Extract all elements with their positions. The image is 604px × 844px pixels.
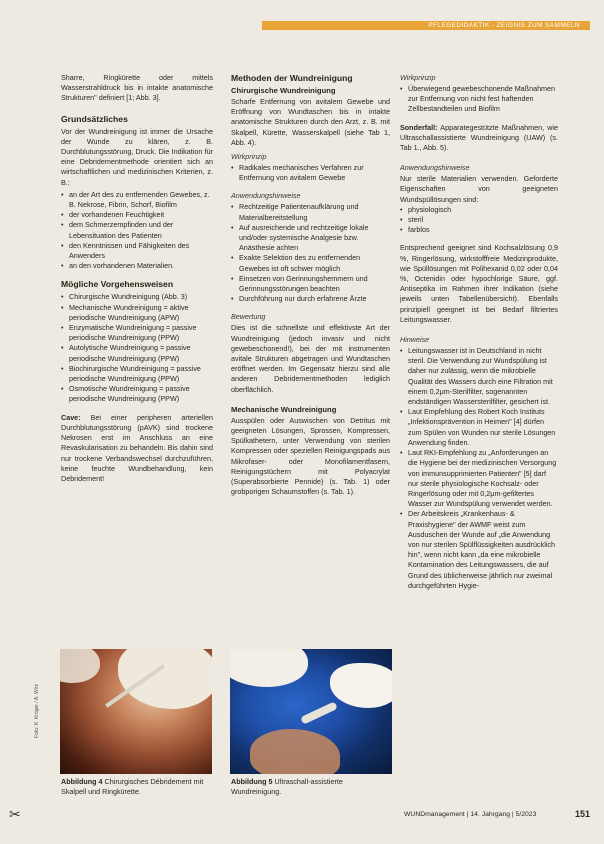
hinweise-list: [400, 346, 558, 591]
subheading-anwendungshinweise: Anwendungshinweise: [400, 163, 470, 173]
list-item: • Exakte Selektion des zu entfernenden Gewebes ist oft schwer möglich: [231, 253, 390, 273]
heading-grundsaetzliches: Grundsätzliches: [61, 113, 128, 124]
list-item: • Autolytische Wundreinigung = passive periodische Wundreinigung (PPW): [61, 343, 213, 363]
photo-credit: [33, 668, 60, 760]
scissors-icon: ✂: [9, 806, 21, 822]
list-item: • Durchführung nur durch erfahrene Ärzte: [231, 294, 390, 304]
list-item: • Osmotische Wundreinigung = passive periodische Wundreinigung (PPW): [61, 384, 213, 404]
figure-5-caption: [231, 777, 391, 797]
figure-4-text: Chirurgisches Débridement mit Skalpell und Ringkürette.: [61, 777, 204, 796]
list-item: • Mechanische Wundreinigung = aktive periodische Wundreinigung (APW): [61, 303, 213, 323]
heading-methoden: Methoden der Wundreinigung: [231, 73, 353, 83]
list-item: • Chirurgische Wundreinigung (Abb. 3): [61, 292, 213, 302]
cave-label: Cave:: [61, 412, 81, 422]
list-item: • der vorhandenen Feuchtigkeit: [61, 210, 213, 220]
glove-shape: [60, 649, 100, 683]
list-item: • an der Art des zu entfernenden Gewebes, z. B. Nekrose, Fibrin, Schorf, Biofilm: [61, 190, 213, 210]
criteria-list: [61, 190, 213, 272]
intro-paragraph: Sharre, Ringkürette oder mittels Wasserstrahldruck bis in intakte anatomische Strukturen" definiert [1; Abb. 3].: [61, 73, 213, 103]
figure-5-photo: [230, 649, 392, 774]
hand-shape: [250, 729, 340, 774]
heading-chirurgisch: Chirurgische Wundreinigung: [231, 86, 336, 95]
column-1: [61, 73, 213, 494]
figure-4-caption: [61, 777, 213, 797]
list-item: • Einsetzen von Gerinnungshemmern und Gerinnungsstörungen beachten: [231, 274, 390, 294]
glove-shape: [330, 663, 392, 708]
figure-4-label: Abbildung 4: [61, 777, 103, 786]
page-number: 151: [574, 809, 590, 819]
list-item: • Biochirurgische Wundreinigung = passive periodische Wundreinigung (PPW): [61, 364, 213, 384]
list-item: • den Kenntnissen und Fähigkeiten des Anwenders: [61, 241, 213, 261]
anwendung-paragraph: Nur sterile Materialien verwenden. Geforderte Eigenschaften von geeigneten Wundspüllösungen sind:: [400, 174, 558, 204]
list-item: • Der Arbeitskreis „Krankenhaus- & Praxishygiene" der AWMF weist zum Ausduschen der Wunde auf „die Anwendung von nur sterilen Spülflüssigkeiten ausdrücklich hin", wenn nicht kann „da eine mikrobielle Kontamination des Leitungswassers, die auf Grund des üblicherweise jährlich nur zweimal durchgeführten Hygie-: [400, 509, 558, 591]
list-item: • dem Schmerzempfinden und der Lebensituation des Patienten: [61, 220, 213, 240]
list-item: • Auf ausreichende und rechtzeitige lokale und/oder systemische Analgesie bzw. Anästhesie achten: [231, 223, 390, 254]
figure-4-photo: [60, 649, 212, 774]
anwendungshinweise-list: [231, 202, 390, 304]
column-2: [231, 73, 390, 508]
list-item: • Laut Empfehlung des Robert Koch Instituts „Infektionsprävention in Heimen" [4] dürfen zum Spülen von Wunden nur sterile Lösungen Anwendung finden.: [400, 407, 558, 448]
grundsaetzliches-paragraph: Vor der Wundreinigung ist immer die Ursache der Wunde zu klären, z. B. Durchblutungsstörung, Druck. Die Indikation für eine Debridementmethode orientiert sich an wirtschaftlichen und medizinischen Kriterien, z. B.:: [61, 126, 213, 187]
subheading-hinweise: Hinweise: [400, 335, 430, 345]
list-item: • physiologisch: [400, 205, 558, 215]
cave-paragraph: [61, 413, 213, 484]
list-item: • farblos: [400, 225, 558, 235]
methods-list: [61, 292, 213, 404]
glove-shape: [230, 649, 308, 687]
list-item: • Laut RKI-Empfehlung zu „Anforderungen an die Hygiene bei der medizinischen Versorgung von immunsupprimierten Patienten" [5] darf nur sterile physiologische Kochsalz- oder Ringerlösung oder mit 0,2μm-gefiltertes Wasser zur Wundspülung verwendet werden.: [400, 448, 558, 509]
entsprechend-paragraph: Entsprechend geeignet sind Kochsalzlösung 0,9 %, Ringerlösung, wirkstofffreie Medizinprodukte, wie Spüllösungen mit Polihexanid 0,02 oder 0,04 %, Octenidin oder hypochlorige Säure, ggf. Antiseptika im Rahmen ihrer Indikation (siehe jeweils unten Tabellenübersicht). Ebenfalls prinzipiell geeignet ist bei Bedarf filtriertes Leitungswasser.: [400, 243, 558, 324]
cave-text: Bei einer peripheren arteriellen Durchblutungsstörung (pAVK) sind trockene Nekrosen erst im Anschluss an eine Revaskularisation zu behandeln. Bis dahin sind nur trockene Verbandswechsel durchzuführen, keine feuchte Wundbehandlung, kein Debridement!: [61, 412, 213, 483]
section-header-text: PFLEGEDIDAKTIK · ZEIGNIS ZUM SAMMELN: [428, 22, 580, 29]
sonderfall-text: Apparategestützte Maßnahmen, wie Ultraschallassistierte Wundreinigung (UAW) (s. Tab 1., Abb. 5).: [400, 122, 558, 153]
list-item: • Rechtzeitige Patientenaufklärung und Materialbereitstellung: [231, 202, 390, 222]
wirkprinzip-list: [231, 163, 390, 183]
mechanisch-paragraph: Ausspülen oder Auswischen von Detritus mit geeigneten Lösungen, Sprossen, Kompressen, Spülkathetern, unter Verwendung von sterilen Kompressen oder speziellen Reinigungspads aus Mikrofaser- oder Monofilamentfasern, Reinigungstüchern mit Polyacrylat (Superabsorbierte Pennide) (s. Tab. 1) oder grobporigen Schaumstoffen (s. Tab. 1).: [231, 415, 390, 497]
subheading-wirkprinzip: Wirkprinzip: [231, 152, 267, 162]
list-item: • Leitungswasser ist in Deutschland in nicht steril. Die Verwendung zur Wundspülung ist daher nur zulässig, wenn die mikrobielle Qualität des Wassers durch eine Filtration mit einem 0,2μm-Sterilfilter, sogenannten endständigen Wassersterilfilter, gesichert ist.: [400, 346, 558, 407]
list-item: • Überwiegend gewebeschonende Maßnahmen zur Entfernung von nicht fest haftenden Zellbestandteilen und Biofilm: [400, 84, 558, 115]
eigenschaften-list: [400, 205, 558, 236]
list-item: • Radikales mechanisches Verfahren zur Entfernung von avitalem Gewebe: [231, 163, 390, 183]
chirurgisch-paragraph: Scharfe Entfernung von avitalem Gewebe und Eröffnung von Wundtaschen bis in intakte anatomische Strukturen durch den Arzt, z. B. mit Skalpell, Kürette, Wasserskalpell (siehe Tab 1, Abb. 4).: [231, 97, 390, 147]
figure-5-label: Abbildung 5: [231, 777, 273, 786]
figure-5-text: Ultraschall-assistierte Wundreinigung.: [231, 777, 343, 796]
journal-info: WUNDmanagement | 14. Jahrgang | 5/2023: [404, 811, 537, 818]
list-item: • steril: [400, 215, 558, 225]
subheading-wirkprinzip: Wirkprinzip: [400, 73, 436, 82]
device-shape: [300, 701, 338, 724]
footer: [404, 810, 590, 820]
column-3: [400, 73, 558, 599]
subheading-bewertung: Bewertung: [231, 312, 266, 322]
subheading-anwendungshinweise: Anwendungshinweise: [231, 191, 301, 201]
bewertung-paragraph: Dies ist die schnellste und effektivste Art der Wundreinigung (jedoch invasiv und nicht gewebeschonend!), bei der mit instrumenten avitale Strukturen abgetragen und Wundtaschen eröffnet werden. Im Gegensatz hierzu sind alle anderen Debridementmethoden lediglich oberflächlich.: [231, 323, 390, 394]
list-item: • Enzymatische Wundreinigung = passive periodische Wundreinigung (PPW): [61, 323, 213, 343]
heading-vorgehensweisen: Mögliche Vorgehensweisen: [61, 279, 174, 290]
glove-shape: [118, 649, 212, 709]
sonderfall-paragraph: [400, 123, 558, 154]
section-header-bar: [262, 21, 590, 30]
heading-mechanisch: Mechanische Wundreinigung: [231, 404, 337, 414]
wirkprinzip-list: [400, 84, 558, 115]
sonderfall-label: Sonderfall:: [400, 122, 438, 132]
list-item: • an den vorhandenen Materialien.: [61, 261, 213, 271]
photo-credit-text: Foto: K. Kröger / A. Wirz: [33, 684, 40, 738]
